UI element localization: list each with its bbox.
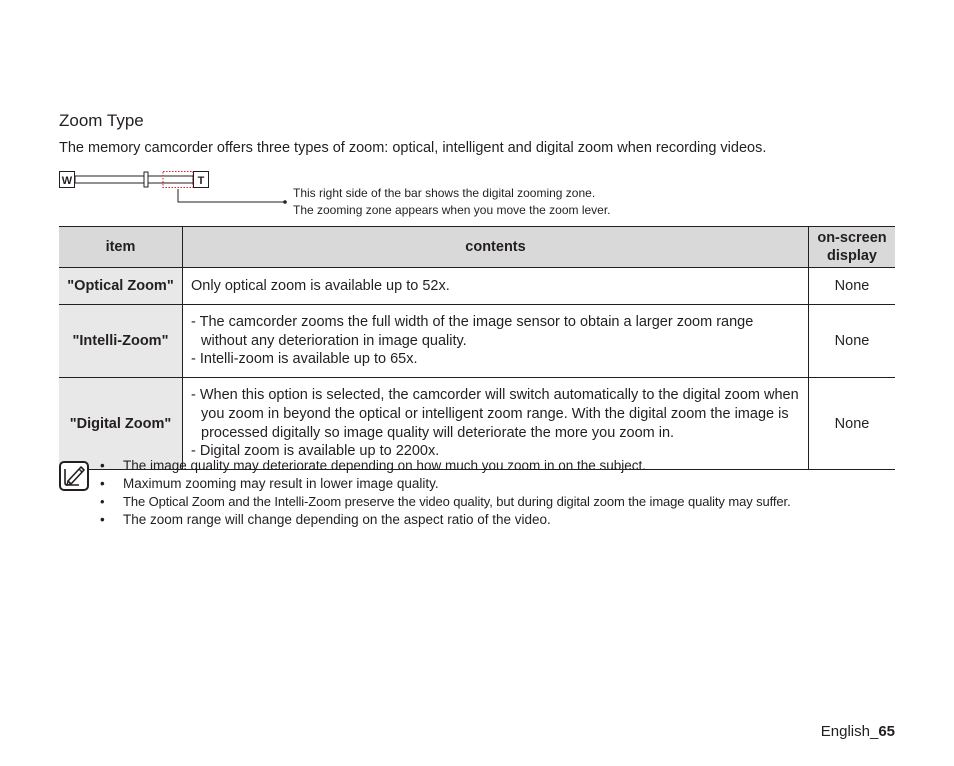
row-display: None	[809, 378, 896, 470]
table-row	[59, 268, 895, 305]
row-contents-line: - Digital zoom is available up to 2200x.	[191, 443, 440, 460]
wide-label: W	[61, 175, 73, 187]
row-display: None	[809, 268, 896, 305]
list-item: • Maximum zooming may result in lower image quality.	[100, 475, 791, 493]
note-pencil-icon	[59, 461, 89, 491]
header-display	[809, 227, 896, 268]
row-item: "Digital Zoom"	[59, 378, 183, 470]
table-row	[59, 378, 895, 470]
leader-line	[178, 189, 285, 202]
header-contents: contents	[183, 227, 809, 268]
table-row	[59, 305, 895, 378]
tele-label: T	[197, 175, 205, 187]
header-item: item	[59, 227, 183, 268]
row-contents-line: - Intelli-zoom is available up to 65x.	[191, 351, 418, 368]
zoom-type-table	[59, 226, 895, 470]
section-title: Zoom Type	[59, 111, 144, 130]
row-item: "Intelli-Zoom"	[59, 305, 183, 378]
list-item: • The image quality may deteriorate depending on how much you zoom in on the subject.	[100, 457, 791, 475]
page-footer	[821, 723, 895, 740]
row-item: "Optical Zoom"	[59, 268, 183, 305]
zoom-bar-diagram	[59, 171, 299, 211]
table-header-row	[59, 227, 895, 268]
list-item: • The zoom range will change depending on the aspect ratio of the video.	[100, 511, 791, 529]
row-contents	[183, 378, 809, 470]
notes-list	[100, 457, 791, 529]
row-display: None	[809, 305, 896, 378]
zoom-bar-note-line: The zooming zone appears when you move the zoom lever.	[293, 203, 611, 217]
header-display-line: on-screen	[817, 230, 887, 246]
row-contents	[183, 268, 809, 305]
leader-dot	[283, 200, 287, 204]
row-contents-line: Only optical zoom is available up to 52x.	[191, 277, 450, 294]
page-number: 65	[878, 723, 895, 740]
header-display-line: display	[827, 248, 877, 264]
zoom-bar-note-line: This right side of the bar shows the digital zooming zone.	[293, 186, 596, 200]
list-item: • The Optical Zoom and the Intelli-Zoom preserve the video quality, but during digital zoom the image quality may suffer.	[100, 493, 791, 511]
footer-language: English_	[820, 723, 879, 740]
zoom-bar-note	[293, 185, 611, 219]
row-contents	[183, 305, 809, 378]
intro-text: The memory camcorder offers three types of zoom: optical, intelligent and digital zoom when recording videos.	[59, 140, 767, 156]
row-contents-line: - The camcorder zooms the full width of the image sensor to obtain a larger zoom range without any deterioration in image quality.	[191, 314, 754, 349]
row-contents-line: - When this option is selected, the camcorder will switch automatically to the digital zoom when you zoom in beyond the optical or intelligent zoom range. With the digital zoom the image is processed digitally so image quality will deteriorate the more you zoom in.	[191, 387, 799, 441]
zoom-track	[75, 176, 193, 183]
zoom-position-marker	[144, 172, 148, 187]
